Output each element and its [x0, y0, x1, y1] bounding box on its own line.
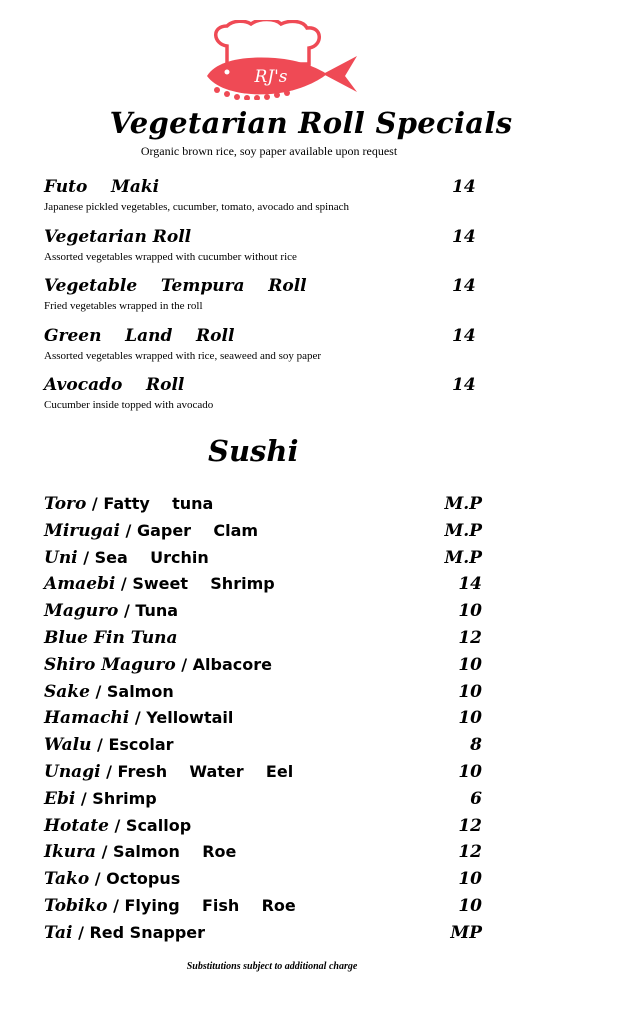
sushi-separator: /: [107, 896, 125, 915]
sushi-japanese-name: Sake: [44, 681, 90, 702]
sushi-english-name: Sweet Shrimp: [132, 574, 275, 594]
sushi-japanese-name: Ikura: [44, 842, 97, 863]
sushi-section-title: Sushi: [208, 434, 299, 468]
sushi-separator: /: [108, 815, 126, 835]
sushi-price: 10: [458, 601, 482, 622]
veg-roll-name: Green Land Roll: [44, 326, 235, 346]
veg-roll-name: Vegetable Tempura Roll: [44, 276, 307, 296]
sushi-japanese-name: Tako: [44, 869, 90, 890]
veg-roll-price: 14: [452, 375, 476, 395]
veg-roll-item: [44, 375, 484, 419]
sushi-separator: /: [77, 547, 95, 567]
sushi-price: 6: [470, 788, 482, 809]
sushi-separator: /: [119, 520, 137, 540]
sushi-item: [44, 521, 494, 545]
sushi-separator: /: [96, 842, 114, 862]
sushi-english-name: Gaper Clam: [136, 520, 259, 540]
sushi-item: [44, 494, 494, 518]
veg-roll-item: [44, 177, 484, 221]
veg-roll-item: [44, 227, 484, 271]
sushi-price: 12: [458, 842, 482, 863]
sushi-item: [44, 816, 494, 840]
sushi-japanese-name: Amaebi: [44, 574, 116, 595]
sushi-japanese-name: Tai: [44, 922, 73, 943]
sushi-english-name: Red Snapper: [89, 922, 206, 942]
sushi-japanese-name: Walu: [44, 735, 92, 756]
sushi-separator: /: [100, 762, 118, 781]
veg-roll-name: Futo Maki: [44, 177, 160, 197]
sushi-english-name: Yellowtail: [146, 708, 234, 728]
veg-roll-price: 14: [452, 177, 476, 197]
sushi-price: M.P: [444, 494, 482, 514]
sushi-japanese-name: Hotate: [44, 815, 109, 836]
veg-roll-price: 14: [452, 227, 476, 247]
sushi-english-name: Sea Urchin: [94, 547, 209, 567]
sushi-price: 14: [458, 574, 482, 595]
sushi-price: 12: [458, 628, 482, 648]
sushi-english-name: Tuna: [135, 601, 179, 621]
sushi-separator: /: [175, 654, 193, 674]
sushi-separator: /: [86, 494, 104, 513]
veg-roll-item: [44, 326, 484, 370]
veg-roll-name: Vegetarian Roll: [44, 227, 192, 247]
logo-text: RJ's: [254, 67, 288, 87]
sushi-item: [44, 762, 494, 786]
veg-roll-description: Assorted vegetables wrapped with rice, seaweed and soy paper: [44, 350, 322, 362]
sushi-english-name: Albacore: [192, 654, 273, 674]
sushi-price: M.P: [444, 547, 482, 568]
sushi-japanese-name: Mirugai: [44, 520, 120, 541]
sushi-japanese-name: Tobiko: [44, 896, 108, 916]
sushi-japanese-name: Blue Fin Tuna: [44, 628, 178, 648]
veg-roll-description: Cucumber inside topped with avocado: [44, 399, 214, 411]
sushi-japanese-name: Toro: [44, 494, 87, 514]
sushi-price: 8: [470, 735, 482, 756]
sushi-item: [44, 574, 494, 598]
sushi-price: MP: [450, 922, 482, 943]
sushi-japanese-name: Ebi: [44, 788, 76, 809]
sushi-english-name: Octopus: [106, 869, 181, 889]
sushi-separator: /: [89, 681, 107, 701]
sushi-japanese-name: Uni: [44, 547, 78, 568]
sushi-price: 10: [458, 869, 482, 890]
sushi-separator: /: [129, 708, 147, 728]
sushi-price: 10: [458, 762, 482, 782]
veg-roll-item: [44, 276, 484, 320]
sushi-english-name: Shrimp: [92, 788, 157, 808]
sushi-price: M.P: [444, 520, 482, 541]
sushi-item: [44, 601, 494, 625]
page-title: Vegetarian Roll Specials: [109, 106, 513, 140]
sushi-separator: /: [72, 922, 90, 942]
sushi-price: 10: [458, 681, 482, 702]
sushi-english-name: Salmon: [106, 681, 174, 701]
sushi-separator: /: [91, 735, 109, 755]
footnote: Substitutions subject to additional charge: [186, 961, 358, 972]
sushi-japanese-name: Hamachi: [44, 708, 130, 729]
sushi-price: 12: [458, 815, 482, 836]
veg-roll-description: Assorted vegetables wrapped with cucumber without rice: [44, 251, 297, 263]
sushi-item: [44, 896, 494, 920]
veg-roll-name: Avocado Roll: [44, 375, 185, 395]
sushi-separator: /: [89, 869, 107, 889]
veg-roll-description: Fried vegetables wrapped in the roll: [44, 300, 203, 312]
sushi-price: 10: [458, 708, 482, 729]
sushi-price: 10: [458, 654, 482, 675]
veg-roll-description: Japanese pickled vegetables, cucumber, tomato, avocado and spinach: [44, 201, 349, 213]
sushi-price: 10: [458, 896, 482, 916]
sushi-english-name: Flying Fish Roe: [124, 896, 296, 915]
sushi-english-name: Salmon Roe: [113, 842, 237, 862]
sushi-separator: /: [118, 601, 136, 621]
sushi-english-name: Escolar: [108, 735, 174, 755]
sushi-separator: /: [115, 574, 133, 594]
sushi-japanese-name: Unagi: [44, 762, 101, 782]
sushi-item: [44, 708, 494, 732]
sushi-item: [44, 628, 494, 652]
sushi-item: [44, 869, 494, 893]
sushi-item: [44, 682, 494, 706]
veg-roll-price: 14: [452, 276, 476, 296]
page-subtitle: Organic brown rice, soy paper available upon request: [140, 144, 398, 158]
restaurant-logo: [205, 20, 360, 100]
sushi-english-name: Fresh Water Eel: [117, 762, 294, 781]
sushi-item: [44, 789, 494, 813]
sushi-english-name: Scallop: [125, 815, 192, 835]
sushi-item: [44, 548, 494, 572]
sushi-separator: /: [75, 788, 93, 808]
sushi-item: [44, 923, 494, 947]
veg-roll-price: 14: [452, 326, 476, 346]
sushi-japanese-name: Shiro Maguro: [44, 654, 176, 675]
sushi-item: [44, 842, 494, 866]
sushi-japanese-name: Maguro: [44, 601, 119, 622]
sushi-item: [44, 655, 494, 679]
sushi-item: [44, 735, 494, 759]
sushi-english-name: Fatty tuna: [103, 494, 214, 513]
